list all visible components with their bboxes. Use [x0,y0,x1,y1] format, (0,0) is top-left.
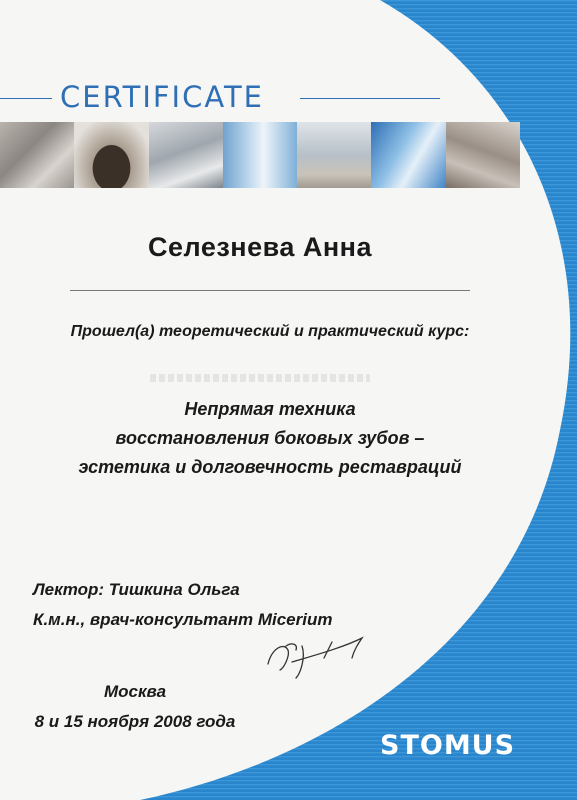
implant-photo [223,122,297,188]
header-rule-right [300,98,440,99]
hedgehog-photo [74,122,148,188]
course-title [0,395,540,482]
lecturer-name: Лектор: Тишкина Ольга [33,580,240,599]
certificate-title: CERTIFICATE [60,80,264,114]
course-title-line: восстановления боковых зубов – [115,428,425,448]
header-rule-left [0,98,52,99]
name-underline [70,290,470,291]
course-intro: Прошел(а) теоретический и практический курс: [70,323,470,340]
event-dates: 8 и 15 ноября 2008 года [34,712,236,731]
course-title-line: эстетика и долговечность реставраций [78,457,462,477]
lecturer-block [33,575,332,635]
photo-strip [0,122,520,188]
recipient-name: Селезнева Анна [148,232,372,262]
tools-photo [446,122,520,188]
course-title-line: Непрямая техника [184,399,356,419]
brand-logo: STOMUS [380,730,516,761]
event-location [0,677,270,737]
instruments-photo [371,122,445,188]
event-city: Москва [103,682,167,701]
hands-photo [0,122,74,188]
group-photo [297,122,371,188]
faded-text-mark [150,374,370,382]
lecturer-credentials: К.м.н., врач-консультант Micerium [33,610,333,629]
signature [262,628,372,688]
clinic-photo [149,122,223,188]
